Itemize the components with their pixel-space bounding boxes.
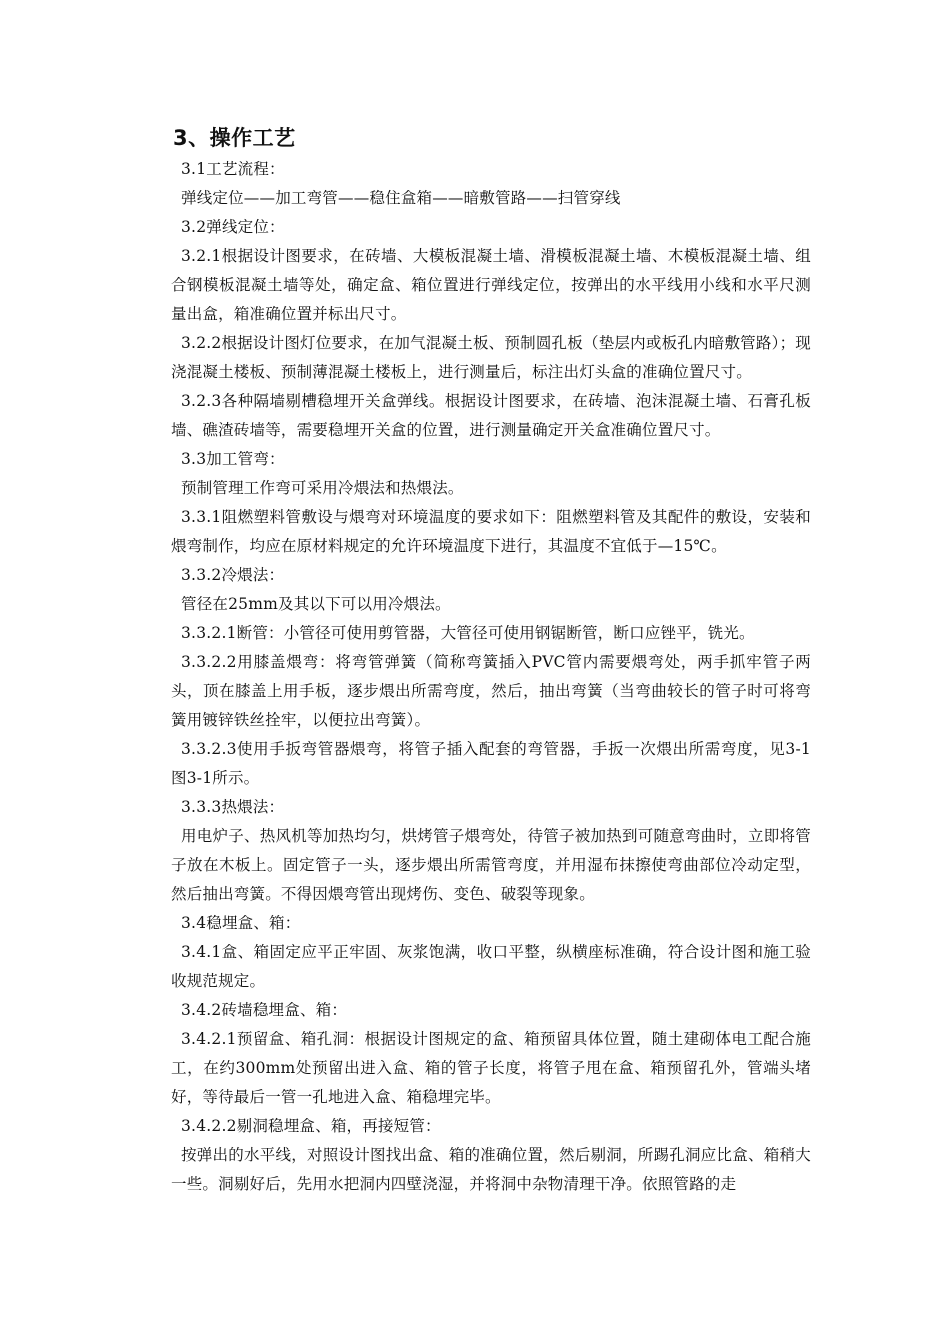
paragraph-hot-bending-steps: 用电炉子、热风机等加热均匀，烘烤管子煨弯处，待管子被加热到可随意弯曲时，立即将管子放在木板上。固定管子一头，逐步煨出所需管弯度，并用湿布抹擦使弯曲部位冷动定型，然后抽出弯簧。不得因煨弯管出现烤伤、变色、破裂等现象。 (171, 827, 811, 903)
paragraph-cold-bending-scope: 管径在25mm及其以下可以用冷煨法。 (181, 595, 451, 613)
paragraph-3-3-2-1: 3.3.2.1断管：小管径可使用剪管器，大管径可使用钢锯断管，断口应锉平，铣光。 (181, 624, 755, 642)
paragraph-3-4-1: 3.4.1盒、箱固定应平正牢固、灰浆饱满，收口平整，纵横座标准确，符合设计图和施工验收规范规定。 (171, 943, 811, 990)
paragraph-3-4-2-1: 3.4.2.1预留盒、箱孔洞：根据设计图规定的盒、箱预留具体位置，随土建砌体电工配合施工，在约300mm处预留出进入盒、箱的管子长度，将管子甩在盒、箱预留孔外，管端头堵好，等待最后一管一孔地进入盒、箱稳埋完毕。 (171, 1030, 811, 1106)
paragraph-3-4-2-2: 3.4.2.2剔洞稳埋盒、箱，再接短管： (181, 1117, 441, 1135)
paragraph-3-3-3: 3.3.3热煨法： (181, 798, 285, 816)
paragraph-3-2-1: 3.2.1根据设计图要求，在砖墙、大模板混凝土墙、滑模板混凝土墙、木模板混凝土墙、组合钢模板混凝土墙等处，确定盒、箱位置进行弹线定位，按弹出的水平线用小线和水平尺测量出盒，箱准确位置并标出尺寸。 (171, 247, 811, 323)
document-body (171, 118, 811, 1199)
section-heading: 3、操作工艺 (173, 126, 296, 150)
paragraph-3-4: 3.4稳埋盒、箱： (181, 914, 301, 932)
paragraph-3-4-2: 3.4.2砖墙稳埋盒、箱： (181, 1001, 348, 1019)
paragraph-3-2: 3.2弹线定位： (181, 218, 285, 236)
paragraph-3-2-3: 3.2.3各种隔墙剔槽稳埋开关盒弹线。根据设计图要求，在砖墙、泡沫混凝土墙、石膏孔板墙、礁渣砖墙等，需要稳埋开关盒的位置，进行测量确定开关盒准确位置尺寸。 (171, 392, 811, 439)
paragraph-3-1: 3.1工艺流程： (181, 160, 285, 178)
paragraph-3-3-2: 3.3.2冷煨法： (181, 566, 285, 584)
paragraph-3-2-2: 3.2.2根据设计图灯位要求，在加气混凝土板、预制圆孔板（垫层内或板孔内暗敷管路）；现浇混凝土楼板、预制薄混凝土楼板上，进行测量后，标注出灯头盒的准确位置尺寸。 (171, 334, 811, 381)
paragraph-3-3-2-3: 3.3.2.3使用手扳弯管器煨弯，将管子插入配套的弯管器，手扳一次煨出所需弯度，见3-1图3-1所示。 (171, 740, 811, 787)
paragraph-chiseling-steps: 按弹出的水平线，对照设计图找出盒、箱的准确位置，然后剔洞，所踢孔洞应比盒、箱稍大一些。洞剔好后，先用水把洞内四壁浇湿，并将洞中杂物清理干净。依照管路的走 (171, 1146, 811, 1193)
paragraph-3-3-1: 3.3.1阻燃塑料管敷设与煨弯对环境温度的要求如下：阻燃塑料管及其配件的敷设，安装和煨弯制作，均应在原材料规定的允许环境温度下进行，其温度不宜低于—15℃。 (171, 508, 811, 555)
paragraph-3-3: 3.3加工管弯： (181, 450, 285, 468)
paragraph-bending-methods: 预制管理工作弯可采用冷煨法和热煨法。 (181, 479, 464, 497)
paragraph-process-flow: 弹线定位——加工弯管——稳住盒箱——暗敷管路——扫管穿线 (181, 189, 621, 207)
paragraph-3-3-2-2: 3.3.2.2用膝盖煨弯：将弯管弹簧（简称弯簧插入PVC管内需要煨弯处，两手抓牢管子两头，顶在膝盖上用手板，逐步煨出所需弯度，然后，抽出弯簧（当弯曲较长的管子时可将弯簧用镀锌铁丝拴牢，以便拉出弯簧）。 (171, 653, 811, 729)
